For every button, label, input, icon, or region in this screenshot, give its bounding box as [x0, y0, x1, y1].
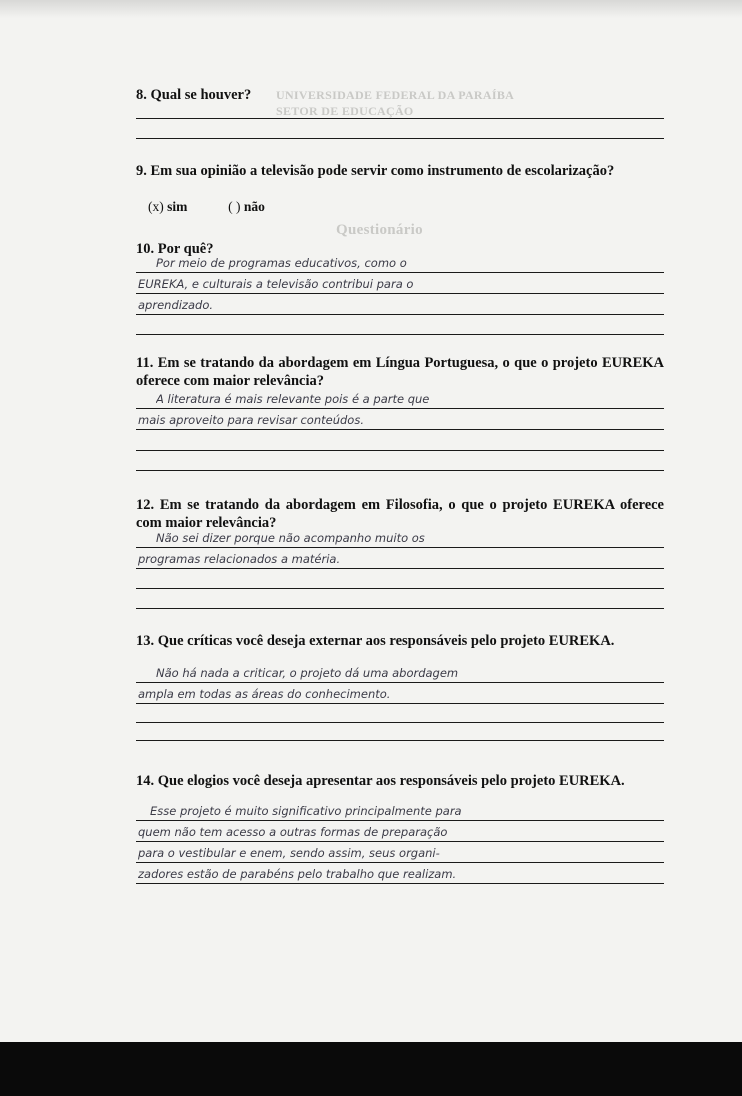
question-12: 12. Em se tratando da abordagem em Filosofia, o que o projeto EUREKA oferece com maior relevância? — [136, 497, 664, 531]
handwritten-answer: Não há nada a criticar, o projeto dá uma abordagem — [156, 666, 459, 680]
handwritten-answer: programas relacionados a matéria. — [138, 552, 341, 566]
answer-line — [136, 408, 664, 409]
question-11: 11. Em se tratando da abordagem em Língua Portuguesa, o que o projeto EUREKA oferece com maior relevância? — [136, 355, 664, 389]
handwritten-answer: A literatura é mais relevante pois é a parte que — [156, 392, 430, 406]
scan-shadow — [0, 0, 742, 18]
handwritten-answer: Não sei dizer porque não acompanho muito os — [156, 531, 425, 545]
answer-line — [136, 608, 664, 609]
answer-line — [136, 334, 664, 335]
answer-line — [136, 547, 664, 548]
option-no-label: não — [243, 199, 265, 214]
q9-options — [148, 199, 265, 215]
handwritten-answer: EUREKA, e culturais a televisão contribui para o — [138, 277, 414, 291]
scan-border — [0, 1042, 742, 1096]
handwritten-answer: ampla em todas as áreas do conhecimento. — [138, 687, 391, 701]
answer-line — [136, 118, 664, 119]
question-9: 9. Em sua opinião a televisão pode servir como instrumento de escolarização? — [136, 163, 615, 179]
answer-line — [136, 841, 664, 842]
answer-line — [136, 862, 664, 863]
checkbox-no[interactable]: ( ) — [228, 199, 241, 214]
answer-line — [136, 138, 664, 139]
answer-line — [136, 883, 664, 884]
answer-line — [136, 568, 664, 569]
answer-line — [136, 314, 664, 315]
option-yes-label: sim — [167, 199, 188, 214]
answer-line — [136, 820, 664, 821]
bleed-through-text: Questionário — [336, 222, 423, 238]
answer-line — [136, 588, 664, 589]
bleed-through-text: SETOR DE EDUCAÇÃO — [276, 104, 414, 118]
question-10: 10. Por quê? — [136, 241, 214, 257]
handwritten-answer: para o vestibular e enem, sendo assim, seus organi- — [138, 846, 440, 860]
handwritten-answer: quem não tem acesso a outras formas de preparação — [138, 825, 448, 839]
answer-line — [136, 722, 664, 723]
answer-line — [136, 703, 664, 704]
answer-line — [136, 450, 664, 451]
answer-line — [136, 429, 664, 430]
handwritten-answer: mais aproveito para revisar conteúdos. — [138, 413, 364, 427]
answer-line — [136, 272, 664, 273]
checkbox-yes[interactable]: (x) — [148, 199, 164, 214]
answer-line — [136, 740, 664, 741]
handwritten-answer: Por meio de programas educativos, como o — [156, 256, 407, 270]
handwritten-answer: Esse projeto é muito significativo principalmente para — [150, 804, 462, 818]
handwritten-answer: zadores estão de parabéns pelo trabalho que realizam. — [138, 867, 457, 881]
answer-line — [136, 293, 664, 294]
question-14: 14. Que elogios você deseja apresentar aos responsáveis pelo projeto EUREKA. — [136, 773, 625, 789]
question-8: 8. Qual se houver? — [136, 87, 252, 103]
question-13: 13. Que críticas você deseja externar aos responsáveis pelo projeto EUREKA. — [136, 633, 615, 649]
bleed-through-text: UNIVERSIDADE FEDERAL DA PARAÍBA — [276, 88, 515, 102]
answer-line — [136, 682, 664, 683]
answer-line — [136, 470, 664, 471]
handwritten-answer: aprendizado. — [138, 298, 214, 312]
